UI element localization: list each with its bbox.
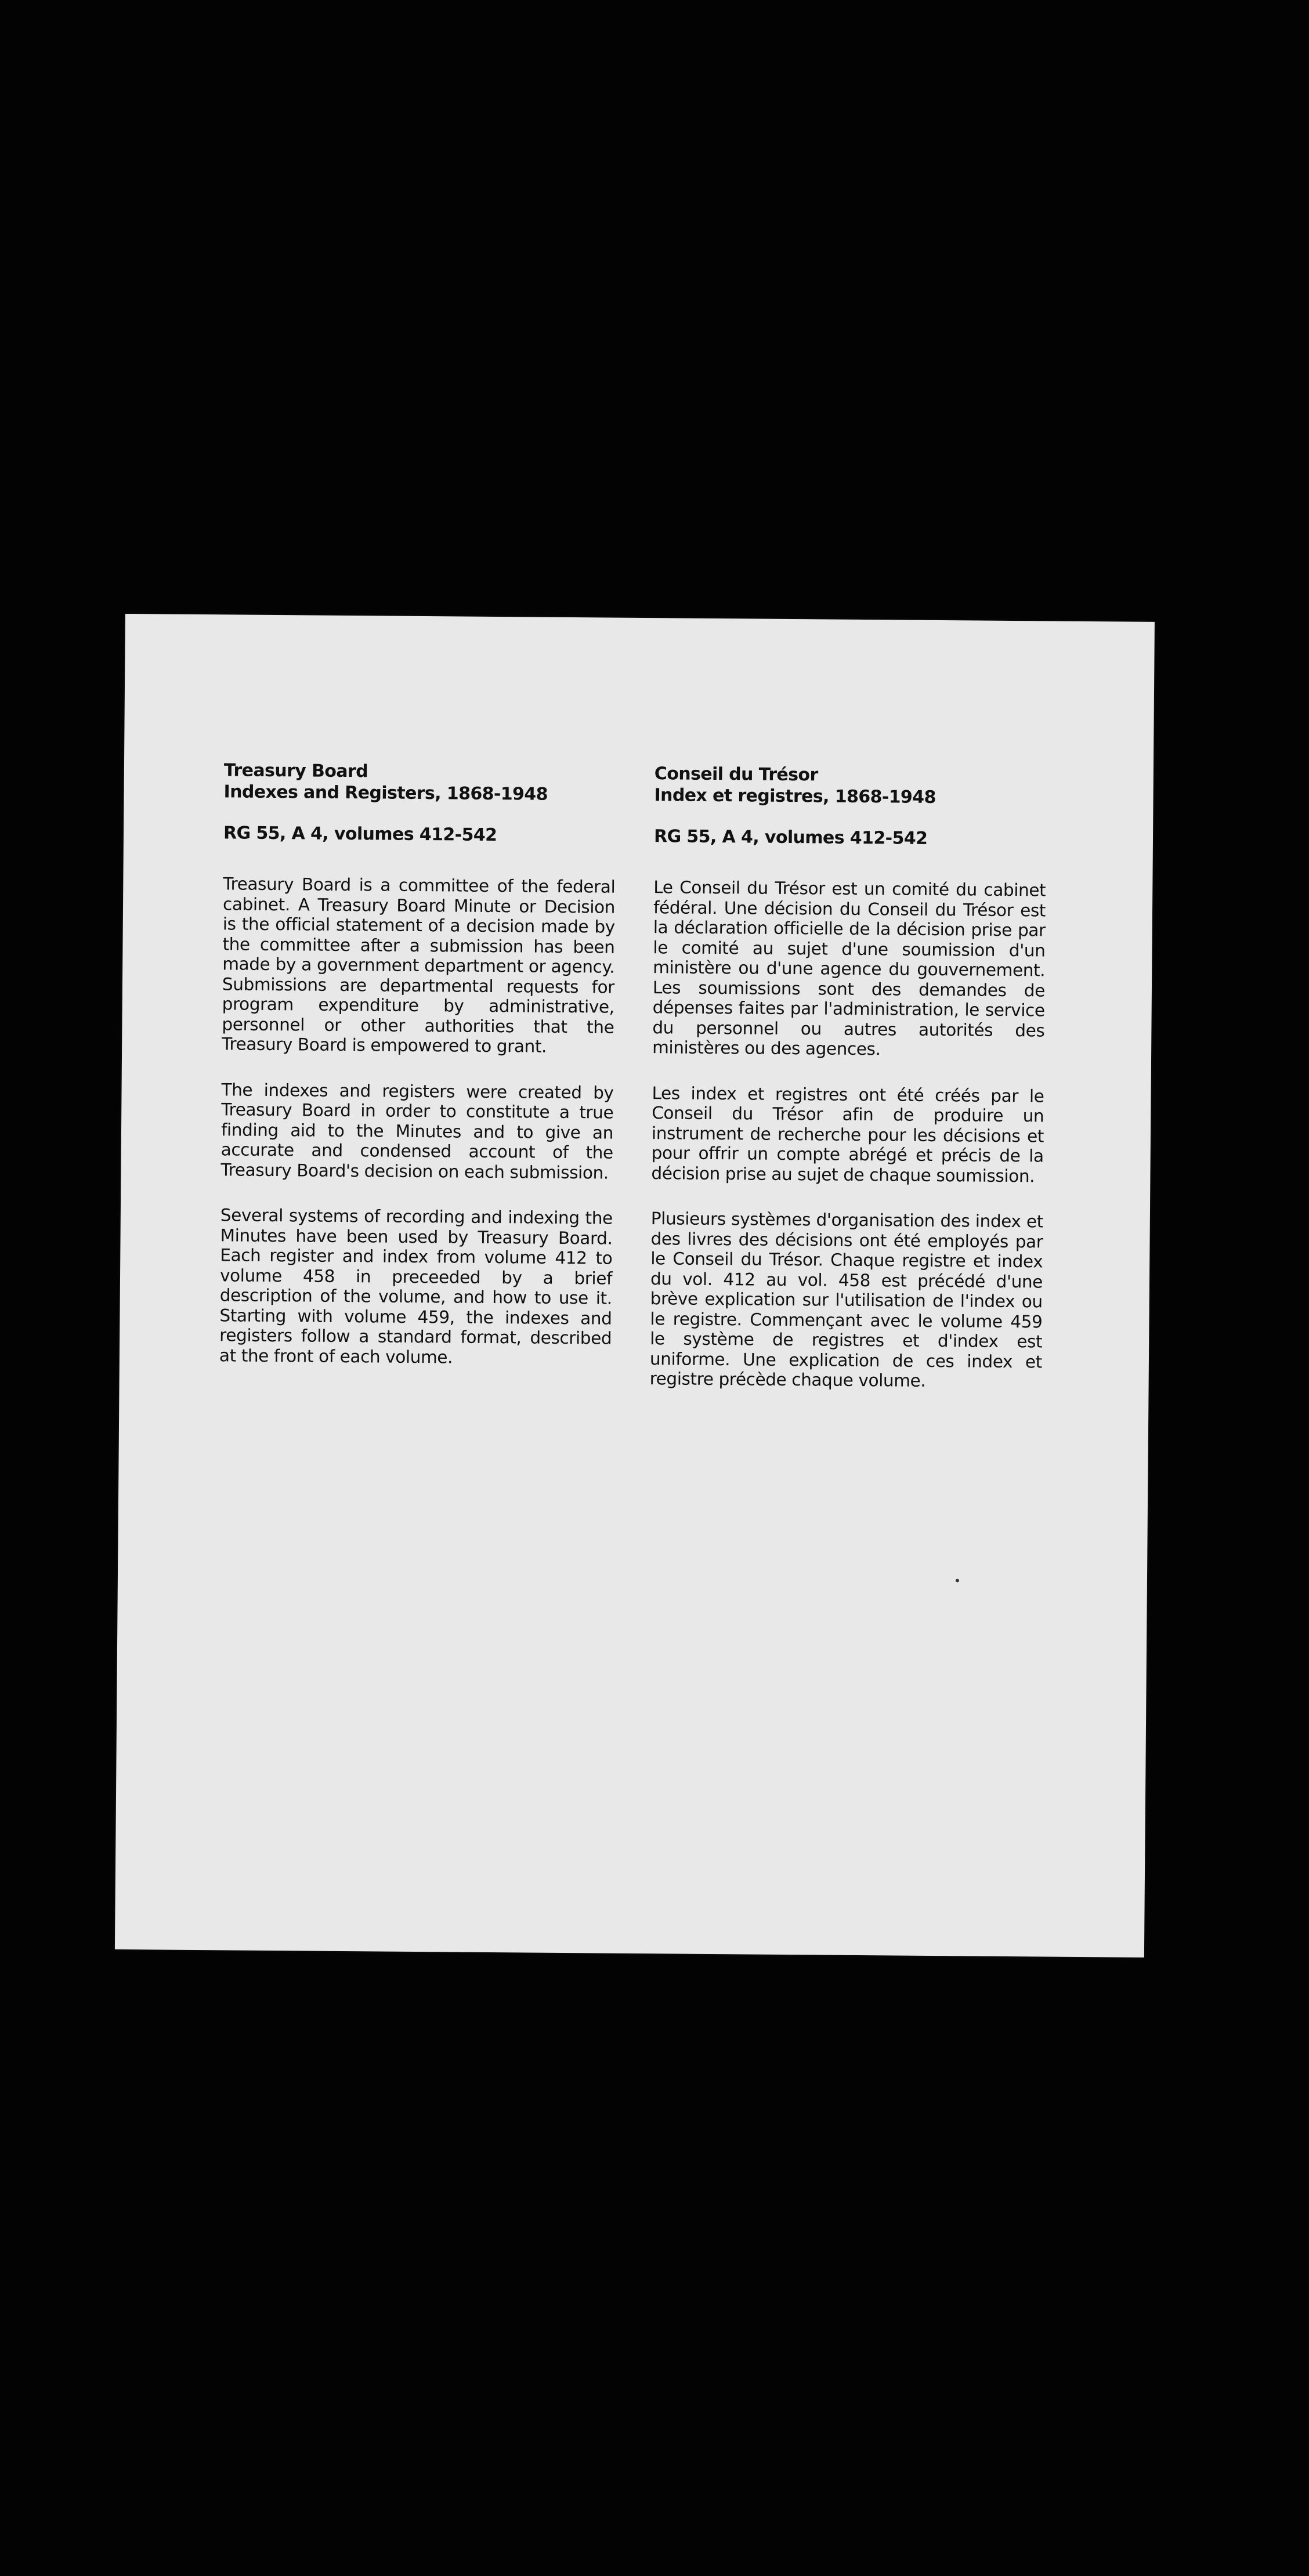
- dust-speck: [956, 1579, 959, 1582]
- english-column: [219, 759, 616, 1394]
- english-title: [223, 759, 616, 805]
- french-paragraph-3: Plusieurs systèmes d'organisation des index et des livres des décisions ont été employés par le Conseil du Trésor. Chaque registre et index du vol. 412 au vol. 458 est précédé d'une brève explication sur l'utilisation de l'index ou le registre. Commençant avec le volume 459 le système de registres et d'index est uniforme. Une explication de ces index et registre précède chaque volume.: [649, 1209, 1043, 1391]
- french-column: [649, 763, 1047, 1417]
- english-paragraph-3: Several systems of recording and indexing the Minutes have been used by Treasury Board. Each register and index from volume 412 to volume 458 in preceeded by a brief description of the volume, and how to use it. Starting with volume 459, the indexes and registers follow a standard format, described at the front of each volume.: [219, 1205, 613, 1367]
- french-paragraph-1: Le Conseil du Trésor est un comité du cabinet fédéral. Une décision du Conseil du Trésor est la déclaration officielle de la décision prise par le comité au sujet d'une soumission d'un ministère ou d'une agence du gouvernement. Les soumissions sont des demandes de dépenses faites par l'administration, le service du personnel ou autres autorités des ministères ou des agences.: [652, 877, 1046, 1059]
- french-paragraph-2: Les index et registres ont été créés par le Conseil du Trésor afin de produire un instrument de recherche pour les décisions et pour offrir un compte abrégé et précis de la décision prise au sujet de chaque soumission.: [651, 1083, 1044, 1186]
- english-reference: RG 55, A 4, volumes 412-542: [223, 823, 497, 846]
- document-page: [115, 614, 1155, 1958]
- french-title: [654, 763, 1047, 809]
- french-title-line-1: Conseil du Trésor: [654, 764, 818, 786]
- french-title-line-2: Index et registres, 1868-1948: [654, 785, 936, 808]
- english-title-line-2: Indexes and Registers, 1868-1948: [223, 782, 548, 805]
- english-paragraph-1: Treasury Board is a committee of the federal cabinet. A Treasury Board Minute or Decision is the official statement of a decision made by the committee after a submission has been made by a government department or agency. Submissions are departmental requests for program expenditure by administrative, personnel or other authorities that the Treasury Board is empowered to grant.: [222, 874, 616, 1057]
- english-title-line-1: Treasury Board: [223, 760, 368, 782]
- french-reference: RG 55, A 4, volumes 412-542: [653, 826, 928, 849]
- english-paragraph-2: The indexes and registers were created by Treasury Board in order to constitute a true finding aid to the Minutes and to give an accurate and condensed account of the Treasury Board's decision on each submission.: [220, 1079, 614, 1183]
